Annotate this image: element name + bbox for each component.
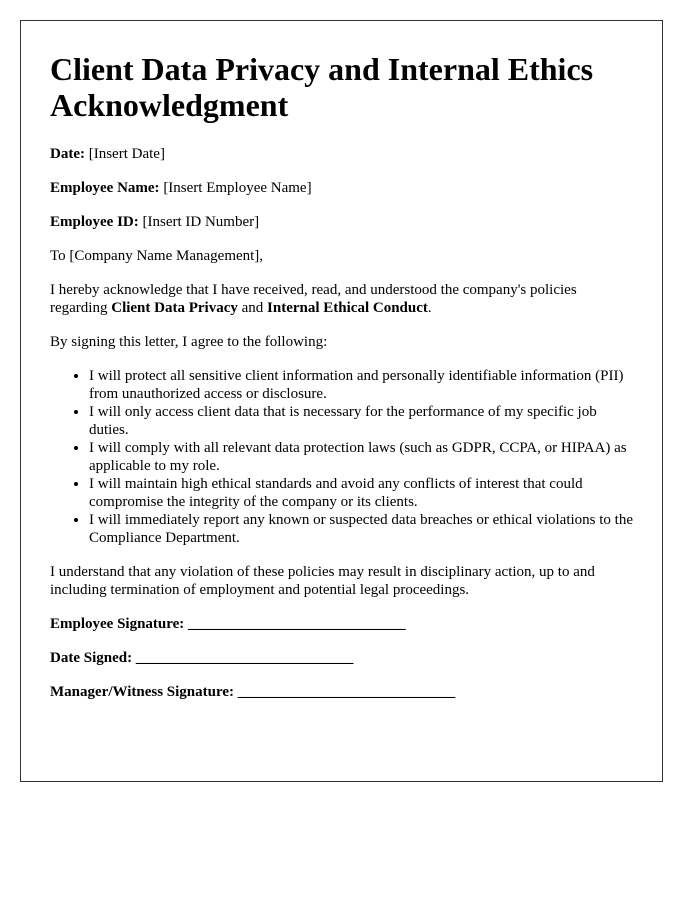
list-item: • I will comply with all relevant data protection laws (such as GDPR, CCPA, or HIPAA) as applicable to my role. bbox=[89, 439, 633, 475]
date-signed-line bbox=[50, 649, 633, 667]
date-signed-label: Date Signed: bbox=[50, 650, 133, 666]
employee-id-value: [Insert ID Number] bbox=[142, 214, 260, 230]
policy-internal-ethical-conduct: Internal Ethical Conduct bbox=[267, 300, 428, 316]
document-title: Client Data Privacy and Internal Ethics Acknowledgment bbox=[50, 51, 594, 123]
intro-paragraph bbox=[50, 281, 633, 317]
list-item: • I will immediately report any known or suspected data breaches or ethical violations to the Compliance Department. bbox=[89, 511, 633, 547]
consequence-paragraph: I understand that any violation of these policies may result in disciplinary action, up to and including termination of employment and potential legal proceedings. bbox=[50, 564, 595, 598]
policy-client-data-privacy: Client Data Privacy bbox=[111, 300, 238, 316]
witness-signature-blank[interactable]: _____________________________ bbox=[237, 684, 456, 700]
intro-text: I hereby acknowledge that I have received, read, and understood the company's policies regarding bbox=[50, 282, 577, 316]
date-value: [Insert Date] bbox=[88, 146, 165, 162]
date-signed-blank[interactable]: _____________________________ bbox=[135, 650, 354, 666]
employee-id-label: Employee ID: bbox=[50, 214, 139, 230]
employee-signature-line bbox=[50, 615, 633, 633]
witness-signature-line bbox=[50, 683, 633, 701]
employee-name-field bbox=[50, 179, 633, 197]
date-field bbox=[50, 145, 633, 163]
commitments-list bbox=[50, 367, 633, 547]
intro-and: and bbox=[237, 300, 268, 316]
employee-name-value: [Insert Employee Name] bbox=[163, 180, 312, 196]
employee-signature-label: Employee Signature: bbox=[50, 616, 185, 632]
list-item: • I will only access client data that is necessary for the performance of my specific job duties. bbox=[89, 403, 633, 439]
witness-signature-label: Manager/Witness Signature: bbox=[50, 684, 235, 700]
agreement-lead: By signing this letter, I agree to the following: bbox=[50, 334, 328, 350]
salutation: To [Company Name Management], bbox=[50, 248, 264, 264]
employee-signature-blank[interactable]: _____________________________ bbox=[188, 616, 406, 632]
employee-id-field bbox=[50, 213, 633, 231]
list-item: • I will protect all sensitive client information and personally identifiable information (PII) from unauthorized access or disclosure. bbox=[89, 367, 633, 403]
date-label: Date: bbox=[50, 146, 85, 162]
employee-name-label: Employee Name: bbox=[50, 180, 160, 196]
document-page bbox=[20, 20, 663, 782]
list-item: • I will maintain high ethical standards and avoid any conflicts of interest that could compromise the integrity of the company or its clients. bbox=[89, 475, 633, 511]
intro-end: . bbox=[427, 300, 432, 316]
